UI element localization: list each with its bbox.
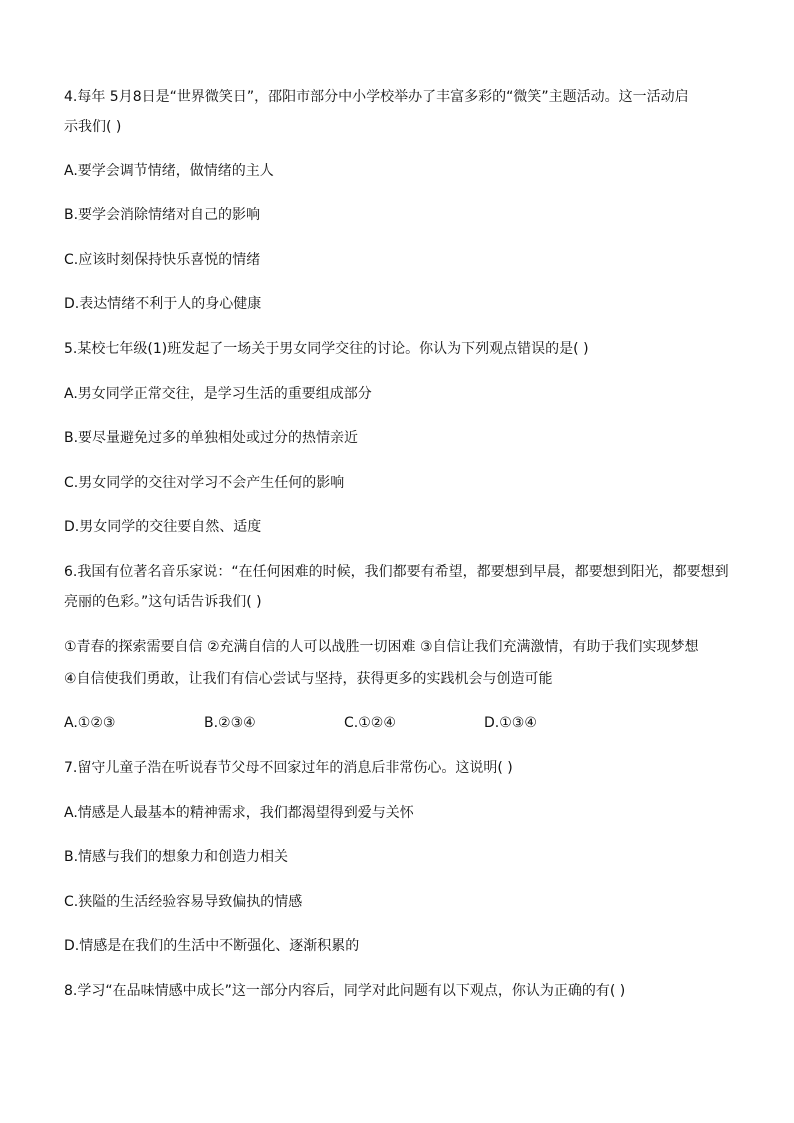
question-4-option-a: A.要学会调节情绪，做情绪的主人 bbox=[64, 163, 274, 179]
question-7-option-a: A.情感是人最基本的精神需求，我们都渴望得到爱与关怀 bbox=[64, 805, 414, 821]
question-5-stem: 5.某校七年级(1)班发起了一场关于男女同学交往的讨论。你认为下列观点错误的是( ) bbox=[64, 341, 589, 357]
question-6-option-d: D.①③④ bbox=[484, 715, 537, 731]
question-7-option-b: B.情感与我们的想象力和创造力相关 bbox=[64, 849, 289, 865]
question-4-option-b: B.要学会消除情绪对自己的影响 bbox=[64, 207, 261, 223]
question-4-stem-line-1: 4.每年 5月8日是“世界微笑日”，邵阳市部分中小学校举办了丰富多彩的“微笑”主题活动。这一活动启 bbox=[64, 89, 689, 105]
question-4-option-c: C.应该时刻保持快乐喜悦的情绪 bbox=[64, 252, 261, 268]
question-7-stem: 7.留守儿童子浩在听说春节父母不回家过年的消息后非常伤心。这说明( ) bbox=[64, 760, 513, 776]
question-6-options bbox=[64, 713, 764, 733]
question-5-option-a: A.男女同学正常交往，是学习生活的重要组成部分 bbox=[64, 386, 372, 402]
question-6-stem-line-2: 亮丽的色彩。”这句话告诉我们( ) bbox=[64, 594, 262, 610]
question-4-option-d: D.表达情绪不利于人的身心健康 bbox=[64, 296, 262, 312]
question-7-option-d: D.情感是在我们的生活中不断强化、逐渐积累的 bbox=[64, 938, 360, 954]
question-5-option-b: B.要尽量避免过多的单独相处或过分的热情亲近 bbox=[64, 430, 359, 446]
question-6-option-b: B.②③④ bbox=[204, 715, 256, 731]
question-6-option-c: C.①②④ bbox=[344, 715, 396, 731]
question-8-stem: 8.学习“在品味情感中成长”这一部分内容后，同学对此问题有以下观点，你认为正确的有( ) bbox=[64, 983, 626, 999]
question-6-option-a: A.①②③ bbox=[64, 715, 116, 731]
question-6-statements-line-2: ④自信使我们勇敢，让我们有信心尝试与坚持，获得更多的实践机会与创造可能 bbox=[64, 671, 553, 687]
question-5-option-c: C.男女同学的交往对学习不会产生任何的影响 bbox=[64, 475, 345, 491]
question-6-statements-line-1: ①青春的探索需要自信 ②充满自信的人可以战胜一切困难 ③自信让我们充满激情，有助于我们实现梦想 bbox=[64, 639, 699, 655]
question-4-stem-line-2: 示我们( ) bbox=[64, 119, 122, 135]
question-7-option-c: C.狭隘的生活经验容易导致偏执的情感 bbox=[64, 894, 303, 910]
question-5-option-d: D.男女同学的交往要自然、适度 bbox=[64, 519, 262, 535]
question-6-stem-line-1: 6.我国有位著名音乐家说：“在任何困难的时候，我们都要有希望，都要想到早晨，都要想到阳光，都要想到 bbox=[64, 564, 729, 580]
